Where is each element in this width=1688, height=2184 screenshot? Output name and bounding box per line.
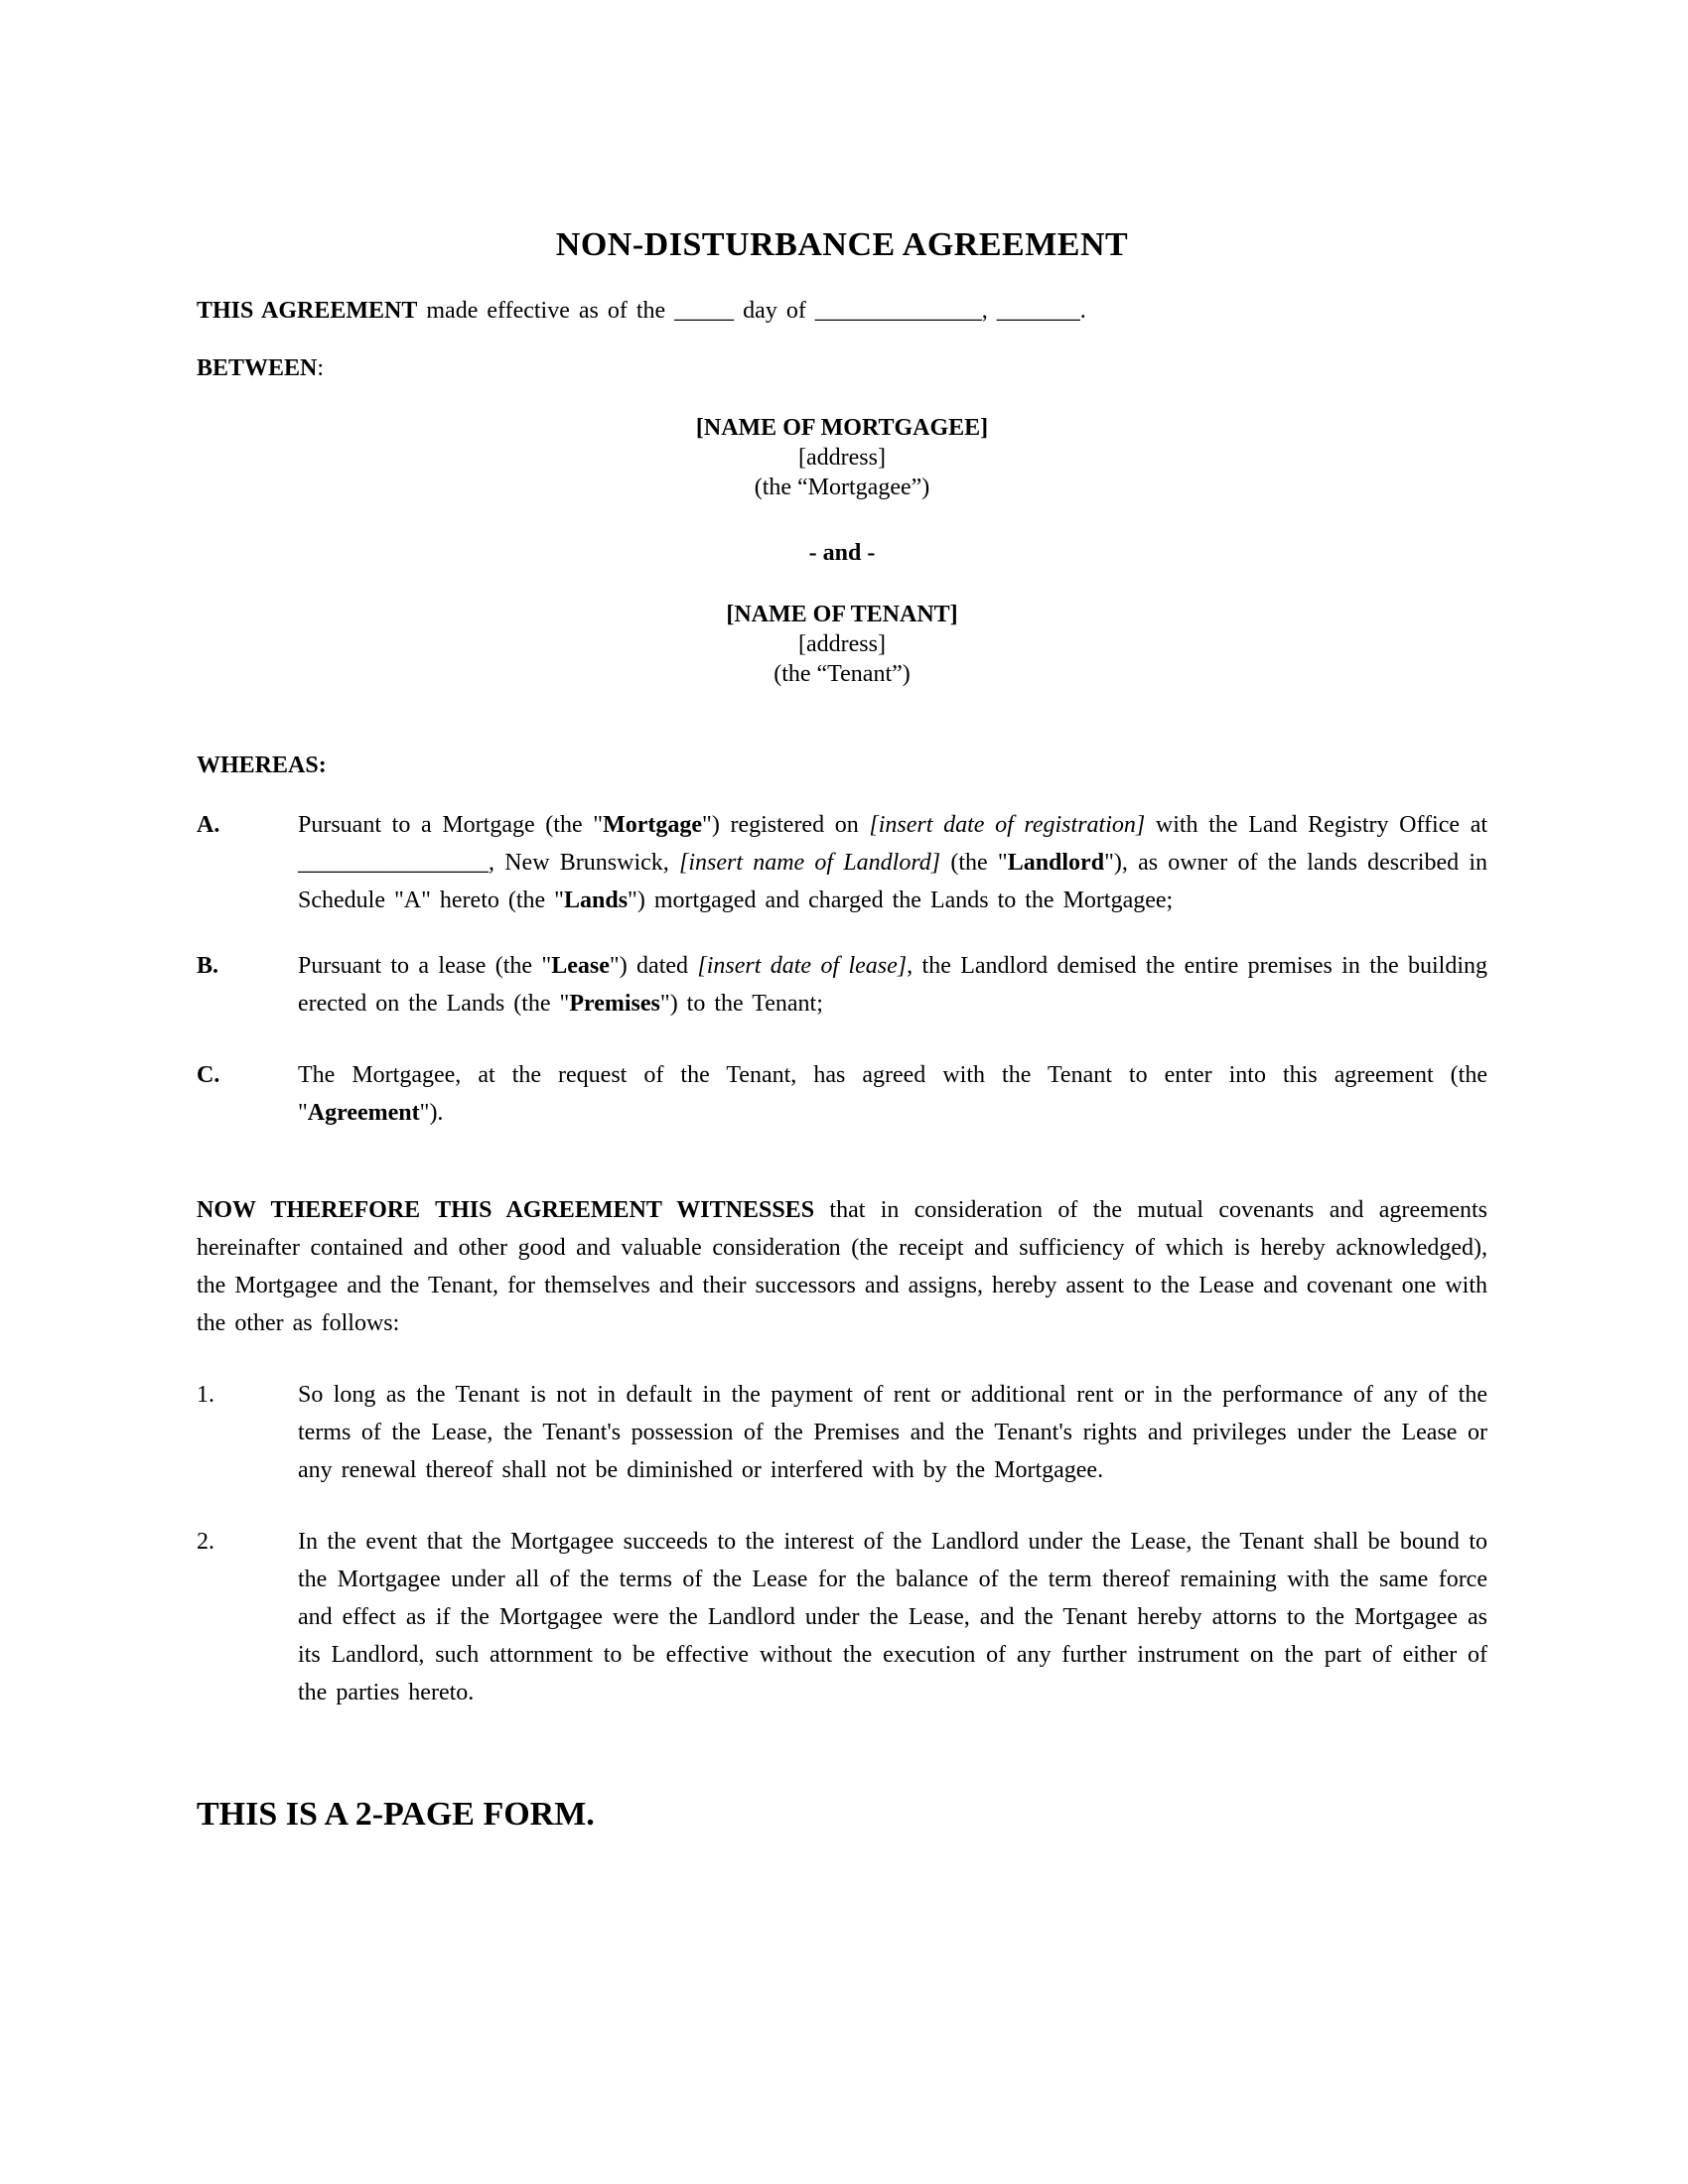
- recital-c-text: The Mortgagee, at the request of the Tenant, has agreed with the Tenant to enter into this agreement (the "Agreement").: [298, 1062, 1487, 1126]
- recital-c-label: C.: [197, 1062, 220, 1088]
- recital-b-text: Pursuant to a lease (the "Lease") dated [insert date of lease], the Landlord demised the entire premises in the building erected on the Lands (the "Premises") to the Tenant;: [298, 953, 1487, 1017]
- between-label: BETWEEN:: [197, 355, 325, 381]
- parties-block: [197, 413, 1487, 689]
- page-count-note: THIS IS A 2-PAGE FORM.: [197, 1796, 595, 1833]
- mortgagee-alias: (the “Mortgagee”): [754, 475, 930, 500]
- whereas-label: WHEREAS:: [197, 752, 327, 778]
- clause-2-label: 2.: [197, 1529, 214, 1555]
- recital-a: [197, 806, 1487, 919]
- clause-1-label: 1.: [197, 1382, 214, 1408]
- recital-c: [197, 1056, 1487, 1132]
- document-title: NON-DISTURBANCE AGREEMENT: [555, 226, 1129, 263]
- tenant-name: [NAME OF TENANT]: [726, 602, 958, 627]
- tenant-address: [address]: [798, 631, 886, 657]
- recital-a-label: A.: [197, 812, 220, 838]
- recital-a-text: Pursuant to a Mortgage (the "Mortgage") registered on [insert date of registration] with the Land Registry Office at ________________, New Brunswick, [insert name of Landlord] (the "Landlord"), as owner of the lands described in Schedule "A" hereto (the "Lands") mortgaged and charged the Lands to the Mortgagee;: [298, 812, 1488, 913]
- clause-1-text: So long as the Tenant is not in default in the payment of rent or additional rent or in the performance of any of the terms of the Lease, the Tenant's possession of the Premises and the Tenant's rights and privileges under the Lease or any renewal thereof shall not be diminished or interfered with by the Mortgagee.: [298, 1382, 1487, 1483]
- mortgagee-address: [address]: [798, 445, 886, 471]
- clause-1: [197, 1376, 1487, 1489]
- clause-2: [197, 1523, 1487, 1711]
- recital-b: [197, 947, 1487, 1023]
- witnesses-paragraph: NOW THEREFORE THIS AGREEMENT WITNESSES that in consideration of the mutual covenants and agreements hereinafter contained and other good and valuable consideration (the receipt and sufficiency of which is hereby acknowledged), the Mortgagee and the Tenant, for themselves and their successors and assigns, hereby assent to the Lease and covenant one with the other as follows:: [197, 1197, 1487, 1336]
- parties-separator: - and -: [808, 540, 876, 566]
- recital-b-label: B.: [197, 953, 219, 979]
- tenant-alias: (the “Tenant”): [774, 661, 911, 687]
- mortgagee-name: [NAME OF MORTGAGEE]: [695, 415, 989, 441]
- intro-paragraph: THIS AGREEMENT made effective as of the _____ day of ______________, _______.: [197, 298, 1086, 324]
- clause-2-text: In the event that the Mortgagee succeeds to the interest of the Landlord under the Lease, the Tenant shall be bound to the Mortgagee under all of the terms of the Lease for the balance of the term thereof remaining with the same force and effect as if the Mortgagee were the Landlord under the Lease, and the Tenant hereby attorns to the Mortgagee as its Landlord, such attornment to be effective without the execution of any further instrument on the part of either of the parties hereto.: [298, 1529, 1487, 1706]
